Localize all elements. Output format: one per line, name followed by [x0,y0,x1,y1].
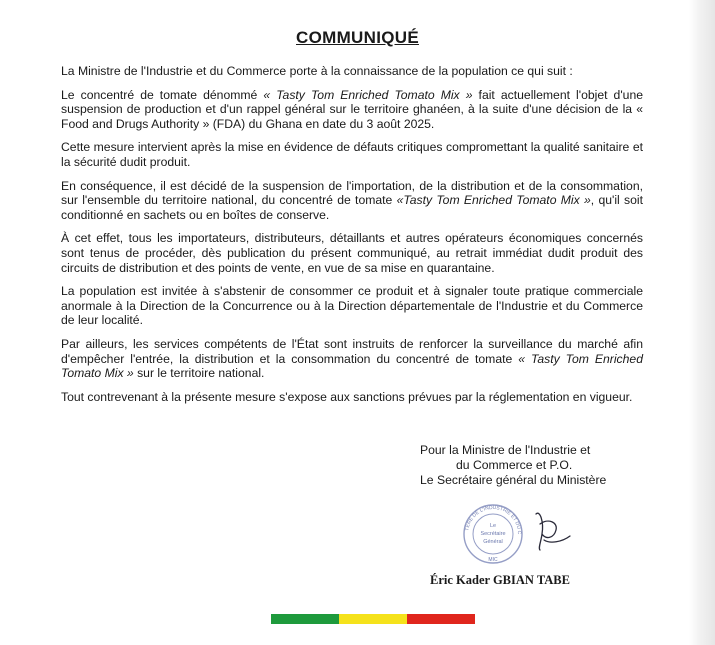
flag-green-band [271,614,339,624]
national-flag-stripe [271,614,475,624]
svg-text:Secrétaire: Secrétaire [480,531,506,537]
handwritten-signature [536,513,570,550]
signature-block [420,443,680,489]
paragraph-7-segment: Par ailleurs, les services compétents de l'État sont instruits de renforcer la surveillance du marché afin d'empêcher l'entrée, la distribution et la consommation du concentré de tomate [61,336,643,366]
document-title: COMMUNIQUÉ [296,28,419,47]
paragraph-8 [61,390,643,405]
official-stamp [458,500,578,566]
signature-line-3: Le Secrétaire général du Ministère [420,473,607,488]
document-body [61,64,643,413]
signer-name: Éric Kader GBIAN TABE [430,573,570,587]
paragraph-1-segment: La Ministre de l'Industrie et du Commerce porte à la connaissance de la population ce qui suit : [61,64,573,78]
svg-text:Le: Le [489,523,497,529]
paragraph-3-segment: Cette mesure intervient après la mise en évidence de défauts critiques compromettant la qualité sanitaire et la sécurité dudit produit. [61,140,643,169]
flag-yellow-band [339,614,407,624]
paragraph-1 [61,64,643,79]
stamp-seal-icon [458,500,578,566]
scan-edge-shadow [689,0,715,645]
paragraph-7 [61,337,643,381]
paragraph-2 [61,88,643,132]
paragraph-5-segment: À cet effet, tous les importateurs, distributeurs, détaillants et autres opérateurs économiques concernés sont tenus de procéder, dès publication du présent communiqué, au retrait immédiat dudit produit des circuits de distribution et des points de vente, en vue de sa mise en quarantaine. [61,231,643,275]
stamp-ring-text: TERE DE L'INDUSTRIE ET DU C [464,504,523,535]
paragraph-3 [61,140,643,169]
paragraph-6 [61,284,643,328]
paragraph-7-segment: « Tasty Tom Enriched Tomato Mix » [61,351,643,381]
paragraph-2-segment: fait actuellement l'objet d'une suspension de production et d'un rappel général sur le territoire ghanéen, à la suite d'une décision de la « Food and Drugs Authority » (FDA) du Ghana en date du 3 août 2025. [61,87,643,131]
paragraph-4 [61,179,643,223]
paragraph-4-segment: , qu'il soit conditionné en sachets ou en boîtes de conserve. [61,193,644,222]
paragraph-5 [61,231,643,275]
paragraph-2-segment: Le concentré de tomate dénommé [61,87,264,102]
paragraph-6-segment: La population est invitée à s'abstenir de consommer ce produit et à signaler toute pratique commerciale anormale à la Direction de la Concurrence ou à la Direction départementale de l'Industrie et du Commerce de leur localité. [61,284,643,328]
signature-line-1: Pour la Ministre de l'Industrie et [420,443,591,457]
paragraph-8-segment: Tout contrevenant à la présente mesure s'expose aux sanctions prévues par la réglementation en vigueur. [61,389,633,404]
svg-text:MIC: MIC [488,557,498,563]
svg-text:Général: Général [483,539,503,545]
signature-line-2: du Commerce et P.O. [456,458,573,473]
paragraph-4-segment: «Tasty Tom Enriched Tomato Mix » [396,193,591,208]
flag-red-band [407,614,475,624]
paragraph-2-segment: « Tasty Tom Enriched Tomato Mix » [263,87,473,102]
paragraph-4-segment: En conséquence, il est décidé de la suspension de l'importation, de la distribution et de la consommation, sur l'ensemble du territoire national, du concentré de tomate [61,178,643,208]
paragraph-7-segment: sur le territoire national. [133,366,265,381]
